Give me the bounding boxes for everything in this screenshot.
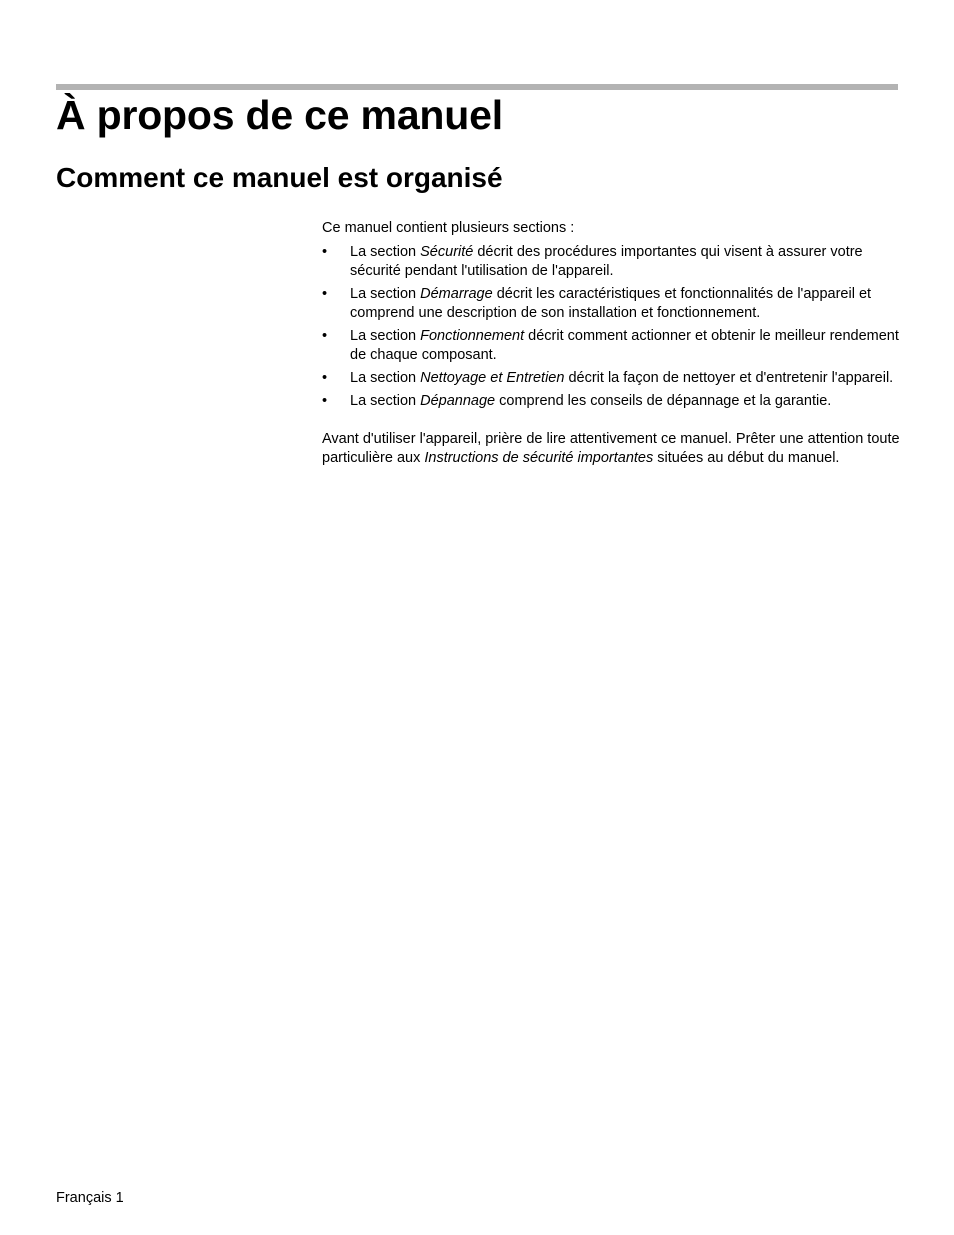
item-rest: comprend les conseils de dépannage et la garantie. <box>495 393 832 409</box>
item-lead: La section <box>350 286 421 302</box>
page-title: À propos de ce manuel <box>56 92 503 138</box>
closing-rest: situées au début du manuel. <box>653 450 840 466</box>
item-term: Démarrage <box>420 286 493 302</box>
item-term: Dépannage <box>420 393 496 409</box>
bullet-icon: • <box>322 393 328 409</box>
item-lead: La section <box>350 244 421 260</box>
list-item <box>322 243 902 281</box>
list-item <box>322 369 902 388</box>
item-term: Fonctionnement <box>420 328 525 344</box>
item-lead: La section <box>350 393 421 409</box>
closing-lead: Avant d'utiliser l'appareil, prière de lire attentivement ce manuel. Prêter une attention toute particulière aux <box>322 431 900 466</box>
list-item <box>322 327 902 365</box>
section-list <box>322 243 902 411</box>
intro-paragraph: Ce manuel contient plusieurs sections : <box>322 220 575 236</box>
body-column <box>322 219 902 468</box>
item-term: Sécurité <box>420 244 474 260</box>
item-rest: décrit des procédures importantes qui visent à assurer votre sécurité pendant l'utilisation de l'appareil. <box>350 244 863 279</box>
list-item <box>322 392 902 411</box>
bullet-icon: • <box>322 244 328 260</box>
page-footer: Français 1 <box>56 1190 124 1206</box>
item-rest: décrit la façon de nettoyer et d'entretenir l'appareil. <box>564 370 894 386</box>
bullet-icon: • <box>322 328 328 344</box>
item-rest: décrit comment actionner et obtenir le meilleur rendement de chaque composant. <box>350 328 899 363</box>
list-item <box>322 285 902 323</box>
item-lead: La section <box>350 370 421 386</box>
closing-term: Instructions de sécurité importantes <box>424 450 654 466</box>
bullet-icon: • <box>322 370 328 386</box>
item-term: Nettoyage et Entretien <box>420 370 565 386</box>
section-title: Comment ce manuel est organisé <box>56 162 503 193</box>
item-lead: La section <box>350 328 421 344</box>
bullet-icon: • <box>322 286 328 302</box>
item-rest: décrit les caractéristiques et fonctionnalités de l'appareil et comprend une description de son installation et fonctionnement. <box>350 286 872 321</box>
closing-paragraph <box>322 430 902 468</box>
